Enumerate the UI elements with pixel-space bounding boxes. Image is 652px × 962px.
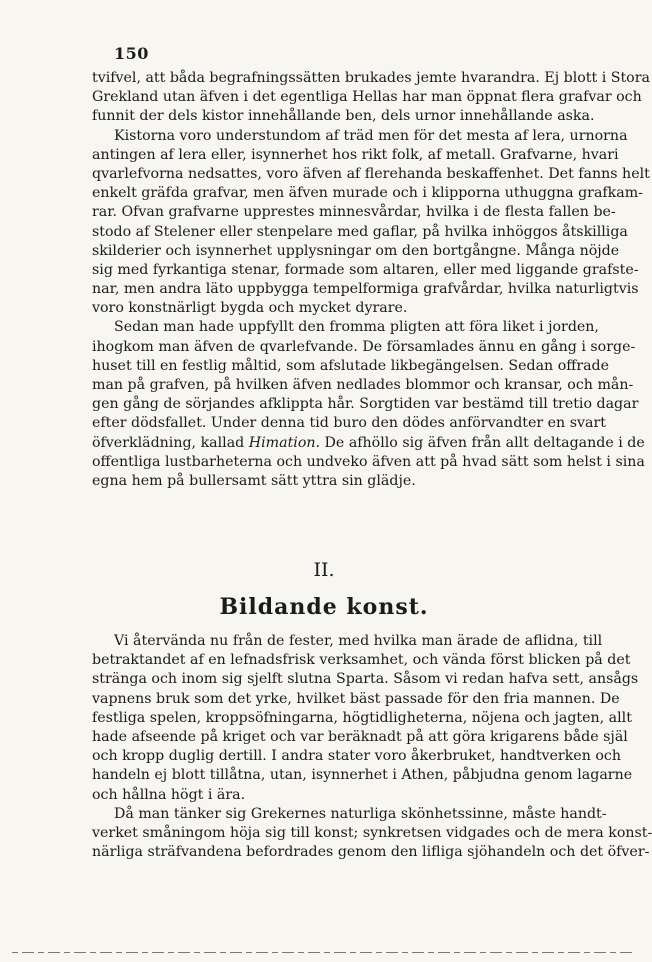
- text-line: hade afseende på kriget och var beräknadt på att göra krigarens både själ: [92, 728, 628, 745]
- body-text-section-1: [92, 69, 650, 491]
- text-line: stränga och inom sig sjelft slutna Sparta. Såsom vi redan hafva sett, ansågs: [92, 671, 639, 688]
- text-line: Kistorna voro understundom af träd men för det mesta af lera, urnorna: [114, 127, 628, 144]
- page-number: 150: [114, 44, 149, 63]
- text-line: närliga sträfvandena befordrades genom den lifliga sjöhandeln och det öfver-: [92, 844, 650, 861]
- text-line: Sedan man hade uppfyllt den fromma pligten att föra liket i jorden,: [114, 319, 599, 336]
- text-line: funnit der dels kistor innehållande ben, dels urnor innehållande aska.: [92, 108, 595, 125]
- text-line: handeln ej blott tillåtna, utan, isynnerhet i Athen, påbjudna genom lagarne: [92, 767, 633, 784]
- text-run: öfverklädning, kallad: [92, 434, 249, 451]
- text-line: gen gång de sörjandes afklippta hår. Sorgtiden var bestämd till tretio dagar: [92, 396, 639, 413]
- text-line: egna hem på bullersamt sätt yttra sin glädje.: [92, 472, 416, 489]
- text-line: qvarlefvorna nedsattes, voro äfven af flerehanda beskaffenhet. Det fanns helt: [92, 165, 650, 182]
- text-line: rar. Ofvan grafvarne upprestes minnesvårdar, hvilka i de flesta fallen be-: [92, 204, 616, 221]
- text-line: vapnens bruk som det yrke, hvilket bäst passade för den fria mannen. De: [92, 690, 620, 707]
- text-line: [92, 434, 645, 453]
- text-line: huset till en festlig måltid, som afslutade likbegängelsen. Sedan offrade: [92, 357, 610, 374]
- text-line: efter dödsfallet. Under denna tid buro den dödes anförvandter en svart: [92, 415, 606, 432]
- text-line: antingen af lera eller, isynnerhet hos rikt folk, af metall. Grafvarne, hvari: [92, 146, 619, 163]
- text-run: . De afhöllo sig äfven från allt deltagande i de: [315, 434, 645, 451]
- section-numeral: II.: [313, 559, 335, 581]
- text-line: festliga spelen, kroppsöfningarna, högtidligheterna, nöjena och jagten, allt: [92, 709, 632, 726]
- text-line: offentliga lustbarheterna och undveko äfven att på hvad sätt som helst i sina: [92, 453, 645, 470]
- text-line: nar, men andra läto uppbygga tempelformiga grafvårdar, hvilka naturligtvis: [92, 281, 639, 298]
- text-line: Då man tänker sig Grekernes naturliga skönhetssinne, måste handt-: [114, 805, 607, 822]
- text-line: tvifvel, att båda begrafningssätten brukades jemte hvarandra. Ej blott i Stora: [92, 70, 650, 86]
- section-title: Bildande konst.: [219, 594, 429, 620]
- text-line: och hållna högt i ära.: [92, 786, 246, 803]
- text-line: man på grafven, på hvilken äfven nedlades blommor och kransar, och mån-: [92, 377, 634, 393]
- text-line: Grekland utan äfven i det egentliga Hellas har man öppnat flera grafvar och: [92, 89, 642, 106]
- text-line: verket småningom höja sig till konst; synkretsen vidgades och de mera konst-: [92, 824, 652, 841]
- text-line: ihogkom man äfven de qvarlefvande. De församlades ännu en gång i sorge-: [92, 338, 636, 355]
- body-text-section-2: [92, 632, 652, 862]
- bottom-edge-rule: [12, 952, 636, 953]
- text-line: och kropp duglig dertill. I andra stater voro åkerbruket, handtverken och: [92, 748, 621, 765]
- text-line: Vi återvända nu från de fester, med hvilka man ärade de aflidna, till: [114, 633, 603, 649]
- text-line: betraktandet af en lefnadsfrisk verksamhet, och vända först blicken på det: [92, 652, 631, 669]
- text-line: stodo af Stelener eller stenpelare med gaflar, på hvilka inhöggos åtskilliga: [92, 223, 628, 240]
- text-line: sig med fyrkantiga stenar, formade som altaren, eller med liggande grafste-: [92, 261, 639, 278]
- text-line: skilderier och isynnerhet upplysningar om den bortgångne. Många nöjde: [92, 242, 620, 259]
- text-line: enkelt gräfda grafvar, men äfven murade och i klipporna uthuggna grafkam-: [92, 185, 643, 202]
- italic-term: Himation: [248, 434, 316, 451]
- text-line: voro konstnärligt bygda och mycket dyrare.: [92, 300, 408, 317]
